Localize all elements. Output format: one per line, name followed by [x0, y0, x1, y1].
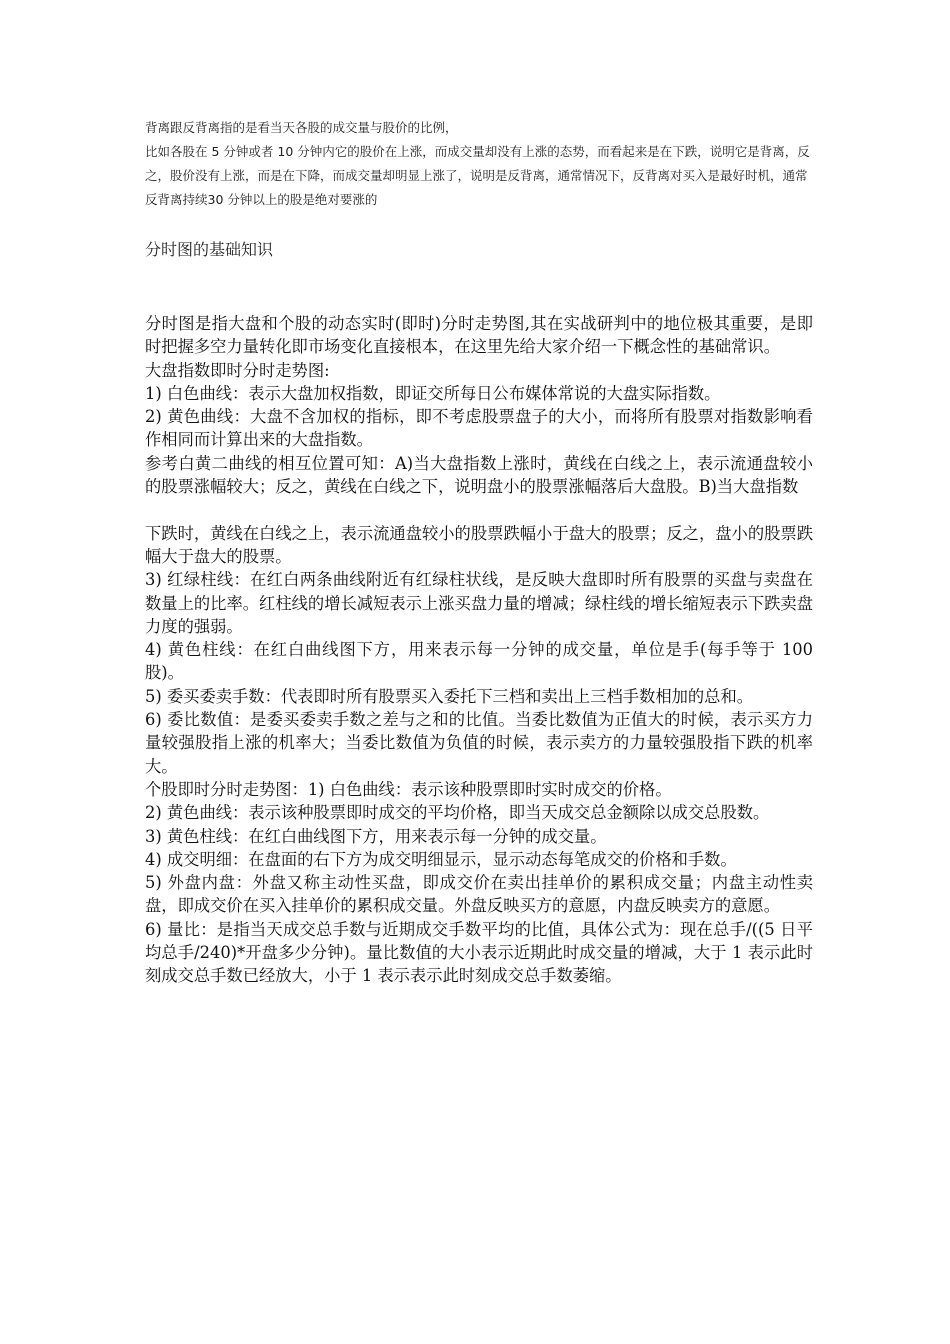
section-heading: 分时图的基础知识	[145, 240, 274, 259]
paragraph-volume-ratio: 6) 量比：是指当天成交总手数与近期成交手数平均的比值，具体公式为：现在总手/((5 日平均总手/240)*开盘多少分钟)。量比数值的大小表示近期此时成交量的增减，大于 1 表示此时刻成交总手数已经放大，小于 1 表示表示此时刻成交总手数萎缩。	[145, 919, 813, 986]
intro-line-1: 背离跟反背离指的是看当天各股的成交量与股价的比例，	[145, 120, 458, 135]
intro-line-2: 比如各股在 5 分钟或者 10 分钟内它的股价在上涨，而成交量却没有上涨的态势，而看起来是在下跌，说明它是背离，反之，股价没有上涨，而是在下降，而成交量却明显上涨了，说明是反背离，通常情况下，反背离对买入是最好时机，通常反背离持续30 分钟以上的股是绝对要涨的	[145, 144, 810, 207]
paragraph-yellow-bars: 4) 黄色柱线：在红白曲线图下方，用来表示每一分钟的成交量，单位是手(每手等于 100 股)。	[145, 640, 813, 683]
paragraph-falling-market: 下跌时，黄线在白线之上，表示流通盘较小的股票跌幅小于盘大的股票；反之，盘小的股票跌幅大于盘大的股票。	[145, 523, 813, 566]
paragraph-trade-details: 4) 成交明细：在盘面的右下方为成交明细显示，显示动态每笔成交的价格和手数。	[145, 849, 737, 869]
paragraph-white-curve: 1) 白色曲线：表示大盘加权指数，即证交所每日公布媒体常说的大盘实际指数。	[145, 383, 721, 403]
paragraph-red-green-bars: 3) 红绿柱线：在红白两条曲线附近有红绿柱状线，是反映大盘即时所有股票的买盘与卖盘在数量上的比率。红柱线的增长减短表示上涨买盘力量的增减；绿柱线的增长缩短表示下跌卖盘力度的强弱。	[145, 570, 813, 636]
paragraph-stock-yellow-bars: 3) 黄色柱线：在红白曲线图下方，用来表示每一分钟的成交量。	[145, 826, 607, 846]
paragraph-stock-yellow-curve: 2) 黄色曲线：表示该种股票即时成交的平均价格，即当天成交总金额除以成交总股数。	[145, 803, 770, 823]
paragraph-outer-inner-volume: 5) 外盘内盘：外盘又称主动性买盘，即成交价在卖出挂单价的累积成交量；内盘主动性卖盘，即成交价在买入挂单价的累积成交量。外盘反映买方的意愿，内盘反映卖方的意愿。	[145, 873, 813, 916]
paragraph-commission-ratio: 6) 委比数值：是委买委卖手数之差与之和的比值。当委比数值为正值大的时候，表示买方力量较强股指上涨的机率大；当委比数值为负值的时候，表示卖方的力量较强股指下跌的机率大。	[145, 710, 813, 776]
body-text	[145, 312, 813, 988]
intro-section	[145, 116, 813, 212]
paragraph-bid-ask-lots: 5) 委买委卖手数：代表即时所有股票买入委托下三档和卖出上三档手数相加的总和。	[145, 686, 754, 706]
paragraph-yellow-curve: 2) 黄色曲线：大盘不含加权的指标，即不考虑股票盘子的大小，而将所有股票对指数影响看作相同而计算出来的大盘指数。	[145, 407, 813, 450]
paragraph-curve-position: 参考白黄二曲线的相互位置可知：A)当大盘指数上涨时，黄线在白线之上，表示流通盘较小的股票涨幅较大；反之，黄线在白线之下，说明盘小的股票涨幅落后大盘股。B)当大盘指数	[145, 453, 813, 497]
paragraph-stock-chart-white-curve: 个股即时分时走势图：1) 白色曲线：表示该种股票即时实时成交的价格。	[145, 779, 672, 799]
paragraph-overview: 分时图是指大盘和个股的动态实时(即时)分时走势图,其在实战研判中的地位极其重要，是即时把握多空力量转化即市场变化直接根本，在这里先给大家介绍一下概念性的基础常识。	[145, 314, 813, 357]
paragraph-index-chart-title: 大盘指数即时分时走势图:	[145, 360, 330, 380]
